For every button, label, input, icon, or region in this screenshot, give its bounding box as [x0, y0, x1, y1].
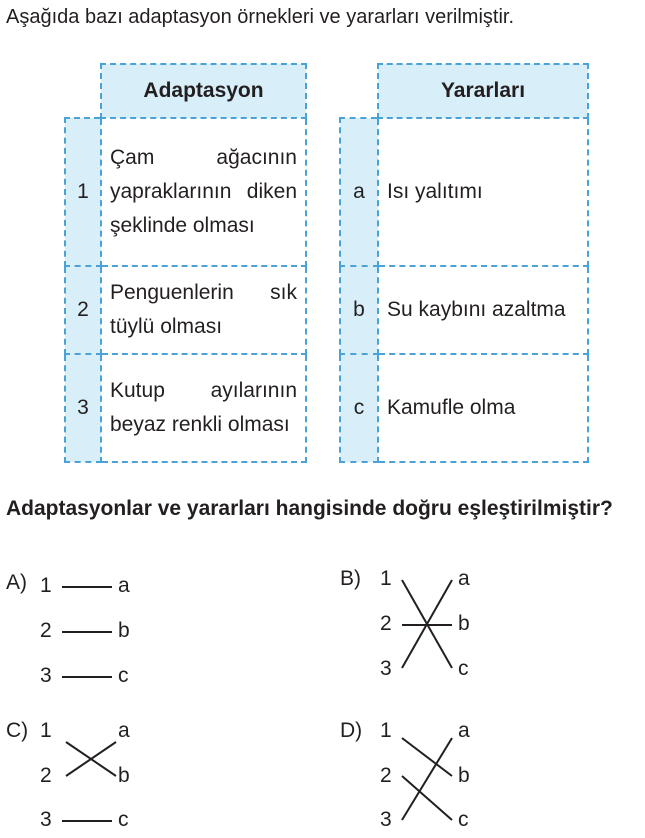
- benefit-text: Isı yalıtımı: [378, 118, 588, 266]
- option-d-line-3a: [402, 738, 452, 820]
- row-number: 3: [65, 354, 101, 462]
- row-letter: a: [340, 118, 378, 266]
- option-c-letter-a: a: [118, 719, 130, 742]
- adaptation-text: Kutup ayılarının beyaz renkli olması: [101, 354, 306, 462]
- row-letter: c: [340, 354, 378, 462]
- option-b-num-2: 2: [380, 612, 392, 635]
- row-number: 1: [65, 118, 101, 266]
- option-b-num-3: 3: [380, 657, 392, 680]
- option-a-num-1: 1: [40, 574, 52, 597]
- option-a-num-2: 2: [40, 619, 52, 642]
- option-a-letter-b: b: [118, 619, 130, 642]
- option-a-letter-c: c: [118, 664, 129, 687]
- option-c-num-1: 1: [40, 719, 52, 742]
- option-d-letter-a: a: [458, 719, 470, 742]
- option-b-letter-c: c: [458, 657, 469, 680]
- option-c-num-2: 2: [40, 764, 52, 787]
- adaptation-text: Çam ağacının yapraklarının diken şeklinde olması: [101, 118, 306, 266]
- option-c-label[interactable]: C): [6, 719, 29, 742]
- option-a-num-3: 3: [40, 664, 52, 687]
- option-c-num-3: 3: [40, 808, 52, 831]
- option-d-line-1b: [402, 738, 452, 776]
- benefit-text: Kamufle olma: [378, 354, 588, 462]
- option-d-num-3: 3: [380, 808, 392, 831]
- option-d-num-1: 1: [380, 719, 392, 742]
- option-d-letter-c: c: [458, 808, 469, 831]
- adaptation-text: Penguenlerin sık tüylü olması: [101, 266, 306, 354]
- option-b-label[interactable]: B): [340, 567, 361, 590]
- row-number: 2: [65, 266, 101, 354]
- option-a-letter-a: a: [118, 574, 130, 597]
- option-d-num-2: 2: [380, 764, 392, 787]
- option-d-line-2c: [402, 776, 452, 820]
- option-a-label[interactable]: A): [6, 571, 27, 594]
- option-b-letter-a: a: [458, 567, 470, 590]
- row-letter: b: [340, 266, 378, 354]
- benefit-text: Su kaybını azaltma: [378, 266, 588, 354]
- option-d-letter-b: b: [458, 764, 470, 787]
- question-text: Adaptasyonlar ve yararları hangisinde doğru eşleştirilmiştir?: [6, 497, 613, 520]
- option-b-letter-b: b: [458, 612, 470, 635]
- option-c-letter-b: b: [118, 764, 130, 787]
- adaptation-header: Adaptasyon: [101, 64, 306, 118]
- benefit-header: Yararları: [378, 64, 588, 118]
- option-c-letter-c: c: [118, 808, 129, 831]
- option-b-num-1: 1: [380, 567, 392, 590]
- option-d-label[interactable]: D): [340, 719, 363, 742]
- intro-text: Aşağıda bazı adaptasyon örnekleri ve yararları verilmiştir.: [6, 6, 515, 28]
